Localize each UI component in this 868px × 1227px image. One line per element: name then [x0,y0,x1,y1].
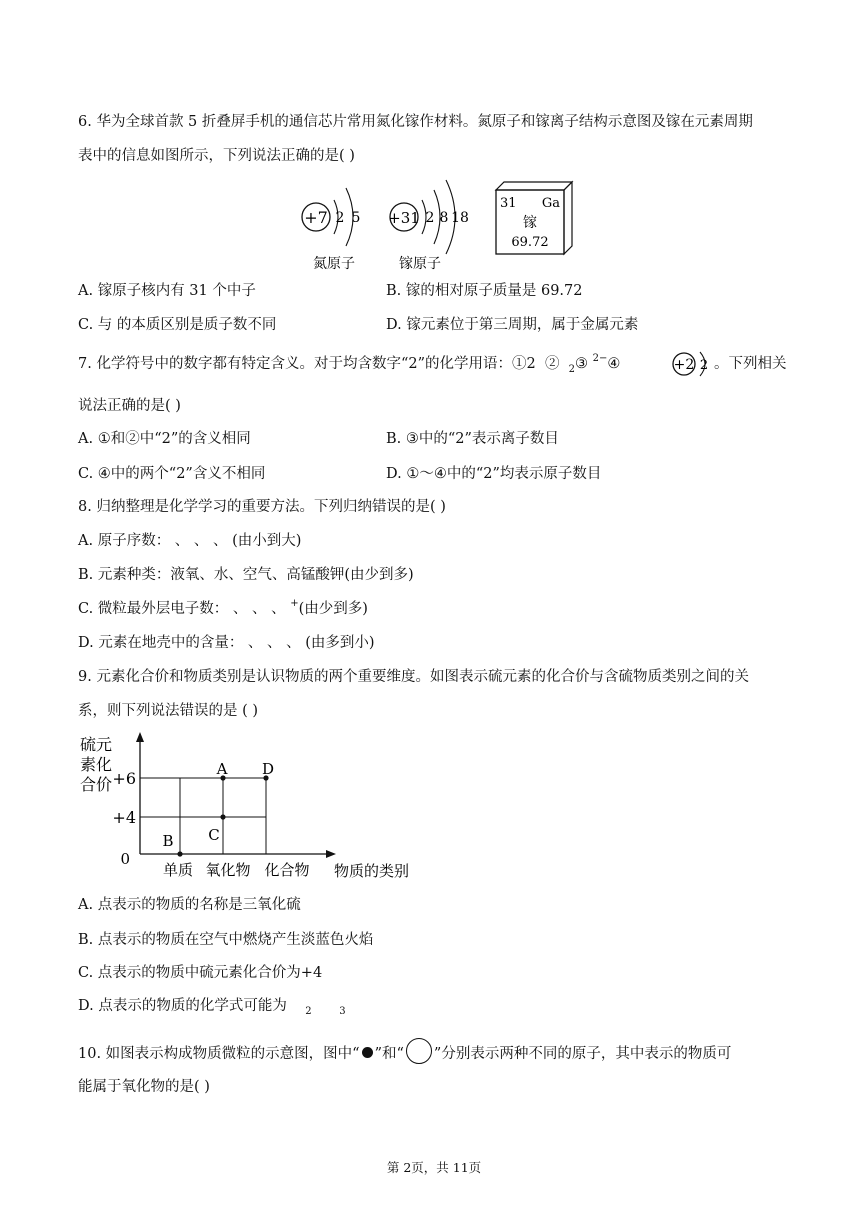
q10-stem-text-c: ”分别表示两种不同的原子，其中表示的物质可 [433,1046,732,1062]
chart-point-b [177,851,182,856]
q8-option-c-text: C. 微粒最外层电子数： 、 、 、 [78,601,291,617]
white-atom-icon [406,1038,432,1064]
q6-option-c: C. 与 的本质区别是质子数不同 [78,317,277,333]
q7-stem-line1 [78,354,620,376]
q6-option-d: D. 镓元素位于第三周期，属于金属元素 [386,317,639,333]
q6-stem-line2: 表中的信息如图所示，下列说法正确的是( ) [78,148,355,164]
chart-label-b: B [162,832,174,850]
cell-atomic-number: 31 [500,196,517,211]
q9-stem-line2: 系，则下列说法错误的是 ( ) [78,703,259,719]
q7-item-2-subscript: 2 [568,364,576,375]
q6-stem-line1: 6. 华为全球首款 5 折叠屏手机的通信芯片常用氮化镓作材料。氮原子和镓离子结构示意图及镓在元素周期 [78,114,753,130]
q9-stem-line1: 9. 元素化合价和物质类别是认识物质的两个重要维度。如图表示硫元素的化合价与含硫物质类别之间的关 [78,669,749,685]
gallium-nucleus-charge: +31 [388,209,420,227]
gallium-shell-1: 2 [425,210,435,226]
q9-option-d [78,996,346,1018]
q7-stem-line1-end: 。下列相关 [714,356,787,372]
q6-figure [296,170,586,280]
gallium-shell-2: 8 [439,210,449,226]
q10-stem-text-b: ”和“ [374,1046,404,1062]
chart-label-c: C [208,826,220,844]
nitrogen-shell-1: 2 [335,210,345,226]
periodic-table-cell [496,182,572,254]
cell-symbol: Ga [541,196,560,211]
chart-label-a: A [216,760,228,778]
chart-xcat-oxide: 氧化物 [205,861,251,879]
q8-option-c-suffix: (由少到多) [298,601,368,617]
q6-option-b: B. 镓的相对原子质量是 69.72 [386,283,583,299]
q10-stem-line2: 能属于氧化物的是( ) [78,1079,210,1095]
q7-item-4: ④ [607,356,621,372]
q9-option-b: B. 点表示的物质在空气中燃烧产生淡蓝色火焰 [78,932,374,948]
q9-option-a: A. 点表示的物质的名称是三氧化硫 [78,897,301,913]
chart-ylabel-line1: 硫元 [80,735,113,754]
q7-item-1: ①2 [512,356,536,372]
chart-point-c [220,814,225,819]
chart-xcat-simple-substance: 单质 [162,861,194,879]
chart-ylabel-line2: 素化 [80,755,113,774]
gallium-caption: 镓原子 [399,256,441,272]
q7-option-b: B. ③中的“2”表示离子数目 [386,431,559,447]
q9-option-d-subscript-2: 3 [339,1006,346,1017]
q8-option-c-superscript: + [290,598,299,609]
q8-option-c [78,599,368,621]
q7-option-a: A. ①和②中“2”的含义相同 [78,431,251,447]
q7-item-2: ② [544,356,560,372]
q8-stem: 8. 归纳整理是化学学习的重要方法。下列归纳错误的是( ) [78,499,446,515]
q9-option-d-subscript-1: 2 [305,1006,312,1017]
page-footer: 第 2页，共 11页 [386,1160,482,1175]
q8-option-a: A. 原子序数： 、 、 、 (由小到大) [78,533,302,549]
q7-stem-line2: 说法正确的是( ) [78,398,181,414]
q7-option-d: D. ①～④中的“2”均表示原子数目 [386,466,602,482]
q7-item-3: ③ [575,356,589,372]
q10-stem-text-a: 10. 如图表示构成物质微粒的示意图，图中“ [78,1046,360,1062]
cell-mass: 69.72 [511,235,549,250]
ion-nucleus-charge: +2 [673,357,695,373]
chart-label-d: D [261,760,275,778]
q9-option-c: C. 点表示的物质中硫元素化合价为+4 [78,965,323,981]
q7-ion-diagram [670,348,714,382]
chart-xlabel: 物质的类别 [334,862,410,880]
chart-ylabel-line3: 合价 [80,775,113,794]
cell-name: 镓 [523,215,537,231]
gallium-shell-3: 18 [451,210,469,226]
q6-option-a: A. 镓原子核内有 31 个中子 [78,283,256,299]
q7-option-c: C. ④中的两个“2”含义不相同 [78,466,266,482]
chart-ytick-plus6: +6 [112,769,136,788]
nitrogen-caption: 氮原子 [313,256,355,272]
ion-shell-electrons: 2 [699,358,709,373]
nitrogen-nucleus-charge: +7 [304,208,328,227]
chart-ytick-0: 0 [120,850,130,868]
nitrogen-shell-2: 5 [351,210,361,226]
q10-stem-line1 [78,1038,731,1064]
q7-stem-text: 7. 化学符号中的数字都有特定含义。对于均含数字“2”的化学用语： [78,356,512,372]
chart-xcat-compound: 化合物 [264,861,310,879]
black-atom-icon [362,1047,373,1058]
q8-option-d: D. 元素在地壳中的含量： 、 、 、 (由多到小) [78,635,375,651]
q9-option-d-text: D. 点表示的物质的化学式可能为 [78,998,287,1014]
q9-valence-chart [76,730,426,890]
q8-option-b: B. 元素种类：液氧、水、空气、高锰酸钾(由少到多) [78,567,414,583]
q7-item-3-superscript: 2− [592,353,608,364]
chart-ytick-plus4: +4 [112,808,136,827]
